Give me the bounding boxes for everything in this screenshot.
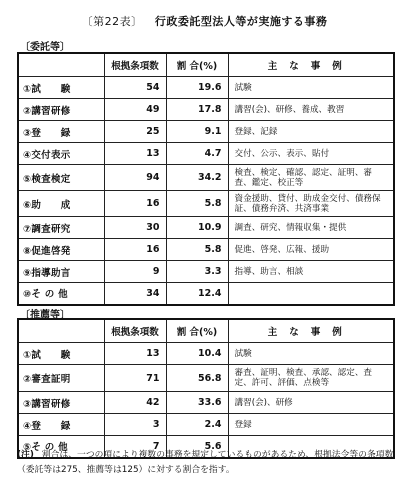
row-percent: 19.6	[166, 77, 228, 99]
header-desc: 主な事例	[228, 53, 394, 77]
row-count: 42	[104, 392, 166, 414]
table-row	[18, 99, 394, 121]
row-label: ②講習研修	[18, 99, 104, 121]
table-row	[18, 392, 394, 414]
footnote-text: 割合は、一つの項により複数の事務を規定しているものがあるため、根拠法令等の条項数（委託等は275、推薦等は125）に対する割合を指す。	[17, 450, 394, 475]
table-row	[18, 143, 394, 165]
row-count: 9	[104, 261, 166, 283]
table-row	[18, 343, 394, 365]
row-desc: 促進、啓発、広報、援助	[228, 239, 394, 261]
header-label	[18, 53, 104, 77]
row-count: 16	[104, 239, 166, 261]
header-percent: 割 合(%)	[166, 53, 228, 77]
row-desc: 登録	[228, 414, 394, 436]
row-desc: 登録、記録	[228, 121, 394, 143]
header-label	[18, 319, 104, 343]
row-percent: 5.8	[166, 239, 228, 261]
row-desc: 審査、証明、検査、承認、認定、査定、許可、評価、点検等	[228, 365, 394, 392]
row-percent: 17.8	[166, 99, 228, 121]
table-header-row	[18, 319, 394, 343]
row-count: 71	[104, 365, 166, 392]
row-percent: 56.8	[166, 365, 228, 392]
row-desc: 講習(会)、研修	[228, 392, 394, 414]
row-count: 94	[104, 165, 166, 191]
row-percent: 4.7	[166, 143, 228, 165]
row-count: 25	[104, 121, 166, 143]
row-label: ⑨指導助言	[18, 261, 104, 283]
row-desc: 講習(会)、研修、養成、教習	[228, 99, 394, 121]
table-row	[18, 217, 394, 239]
header-percent: 割 合(%)	[166, 319, 228, 343]
table-row	[18, 165, 394, 191]
row-label: ③講習研修	[18, 392, 104, 414]
row-percent: 9.1	[166, 121, 228, 143]
table-row	[18, 77, 394, 99]
table-row	[18, 365, 394, 392]
section-label-suisen: 〔推薦等〕	[20, 310, 70, 321]
row-label: ⑤そ の 他	[18, 436, 104, 458]
row-desc: 試験	[228, 343, 394, 365]
row-label: ⑦調査研究	[18, 217, 104, 239]
row-desc: 試験	[228, 77, 394, 99]
row-desc: 検査、検定、確認、認定、証明、審査、鑑定、校正等	[228, 165, 394, 191]
row-desc: 調査、研究、情報収集・提供	[228, 217, 394, 239]
row-desc	[228, 283, 394, 305]
section-label-itaku: 〔委託等〕	[20, 42, 70, 53]
row-desc: 交付、公示、表示、貼付	[228, 143, 394, 165]
page-title	[0, 13, 409, 29]
row-percent: 12.4	[166, 283, 228, 305]
table-row	[18, 414, 394, 436]
itaku-table	[17, 52, 395, 306]
table-number: 〔第22表〕	[81, 15, 143, 28]
row-label: ⑩そ の 他	[18, 283, 104, 305]
footnote	[17, 448, 397, 478]
row-count: 34	[104, 283, 166, 305]
row-label: ②審査証明	[18, 365, 104, 392]
row-label: ④登 録	[18, 414, 104, 436]
header-count: 根拠条項数	[104, 319, 166, 343]
row-label: ④交付表示	[18, 143, 104, 165]
row-percent: 10.4	[166, 343, 228, 365]
row-percent: 33.6	[166, 392, 228, 414]
row-count: 16	[104, 191, 166, 217]
table-row	[18, 283, 394, 305]
row-percent: 34.2	[166, 165, 228, 191]
row-desc: 資金援助、貸付、助成金交付、債務保証、債務弁済、共済事業	[228, 191, 394, 217]
footnote-mark: (注)	[17, 450, 34, 460]
table-title: 行政委託型法人等が実施する事務	[154, 15, 328, 28]
row-label: ①試 験	[18, 343, 104, 365]
table-row	[18, 261, 394, 283]
row-count: 7	[104, 436, 166, 458]
header-desc: 主な事例	[228, 319, 394, 343]
table-row	[18, 121, 394, 143]
table-row	[18, 239, 394, 261]
row-label: ⑧促進啓発	[18, 239, 104, 261]
row-count: 49	[104, 99, 166, 121]
row-label: ③登 録	[18, 121, 104, 143]
row-percent: 3.3	[166, 261, 228, 283]
row-count: 13	[104, 143, 166, 165]
row-percent: 2.4	[166, 414, 228, 436]
row-label: ⑥助 成	[18, 191, 104, 217]
suisen-table	[17, 318, 395, 459]
header-count: 根拠条項数	[104, 53, 166, 77]
row-count: 13	[104, 343, 166, 365]
row-percent: 10.9	[166, 217, 228, 239]
row-desc: 指導、助言、相談	[228, 261, 394, 283]
row-count: 3	[104, 414, 166, 436]
row-count: 54	[104, 77, 166, 99]
table-row	[18, 191, 394, 217]
table-header-row	[18, 53, 394, 77]
row-percent: 5.8	[166, 191, 228, 217]
row-label: ⑤検査検定	[18, 165, 104, 191]
row-percent: 5.6	[166, 436, 228, 458]
row-label: ①試 験	[18, 77, 104, 99]
row-count: 30	[104, 217, 166, 239]
